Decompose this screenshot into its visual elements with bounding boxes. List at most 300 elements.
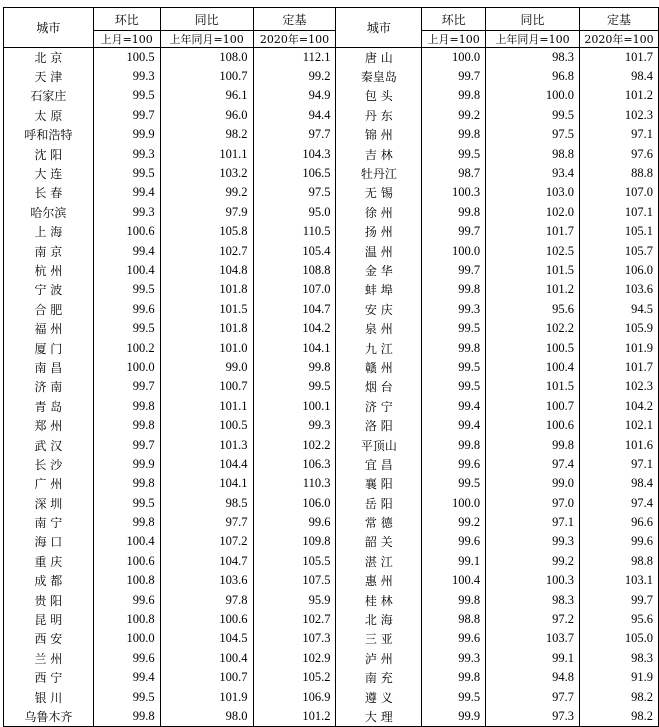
right-city-cell: 泸 州 [336,649,422,668]
right-mom-cell: 99.5 [422,474,486,493]
right-mom-cell: 100.0 [422,493,486,512]
right-yoy-cell: 97.7 [486,687,580,706]
fixed-base-right: 2020年=100 [580,31,659,48]
left-mom-cell: 99.5 [93,687,160,706]
left-city-cell: 乌鲁木齐 [4,707,94,726]
table-row [4,241,659,260]
right-fixed-cell: 97.1 [580,125,659,144]
right-fixed-cell: 98.4 [580,67,659,86]
left-city-cell: 兰 州 [4,649,94,668]
right-fixed-cell: 99.7 [580,590,659,609]
mom-header-right: 环比 [422,8,486,31]
right-mom-cell: 98.7 [422,164,486,183]
left-mom-cell: 99.6 [93,590,160,609]
left-yoy-cell: 101.8 [160,280,253,299]
right-fixed-cell: 107.1 [580,203,659,222]
left-city-cell: 天 津 [4,67,94,86]
right-fixed-cell: 91.9 [580,668,659,687]
left-mom-cell: 99.5 [93,319,160,338]
right-fixed-cell: 105.1 [580,222,659,241]
left-fixed-cell: 99.5 [253,377,336,396]
right-mom-cell: 99.7 [422,222,486,241]
left-yoy-cell: 102.7 [160,241,253,260]
right-mom-cell: 99.8 [422,668,486,687]
right-city-cell: 泉 州 [336,319,422,338]
left-city-cell: 福 州 [4,319,94,338]
left-mom-cell: 99.6 [93,300,160,319]
left-city-cell: 杭 州 [4,261,94,280]
right-fixed-cell: 105.7 [580,241,659,260]
left-city-cell: 北 京 [4,48,94,67]
left-city-cell: 济 南 [4,377,94,396]
table-row [4,144,659,163]
right-city-cell: 桂 林 [336,590,422,609]
left-yoy-cell: 98.0 [160,707,253,726]
right-fixed-cell: 101.9 [580,338,659,357]
table-row [4,397,659,416]
left-fixed-cell: 95.0 [253,203,336,222]
right-fixed-cell: 107.0 [580,183,659,202]
right-city-cell: 三 亚 [336,629,422,648]
header-row-base [4,31,659,48]
right-mom-cell: 99.9 [422,707,486,726]
table-row [4,358,659,377]
right-fixed-cell: 103.6 [580,280,659,299]
left-city-cell: 上 海 [4,222,94,241]
left-fixed-cell: 107.0 [253,280,336,299]
right-city-cell: 岳 阳 [336,493,422,512]
fixed-header-left: 定基 [253,8,336,31]
left-yoy-cell: 100.6 [160,610,253,629]
left-mom-cell: 100.0 [93,358,160,377]
table-row [4,280,659,299]
left-fixed-cell: 102.2 [253,435,336,454]
left-yoy-cell: 100.4 [160,649,253,668]
right-city-cell: 安 庆 [336,300,422,319]
right-yoy-cell: 96.8 [486,67,580,86]
right-mom-cell: 99.5 [422,319,486,338]
table-row [4,474,659,493]
left-mom-cell: 99.8 [93,416,160,435]
right-fixed-cell: 105.9 [580,319,659,338]
left-fixed-cell: 101.2 [253,707,336,726]
fixed-base-left: 2020年=100 [253,31,336,48]
right-fixed-cell: 102.3 [580,106,659,125]
left-mom-cell: 99.5 [93,164,160,183]
mom-base-right: 上月=100 [422,31,486,48]
left-mom-cell: 99.8 [93,513,160,532]
right-fixed-cell: 94.5 [580,300,659,319]
left-mom-cell: 100.0 [93,629,160,648]
left-yoy-cell: 101.5 [160,300,253,319]
right-yoy-cell: 100.0 [486,86,580,105]
left-fixed-cell: 100.1 [253,397,336,416]
right-yoy-cell: 97.2 [486,610,580,629]
left-city-cell: 太 原 [4,106,94,125]
right-city-cell: 锦 州 [336,125,422,144]
right-mom-cell: 99.5 [422,377,486,396]
city-header-right: 城市 [336,8,422,48]
table-row [4,261,659,280]
left-mom-cell: 100.5 [93,48,160,67]
table-row [4,48,659,67]
table-row [4,435,659,454]
left-mom-cell: 99.9 [93,455,160,474]
left-city-cell: 石家庄 [4,86,94,105]
left-mom-cell: 99.4 [93,183,160,202]
left-fixed-cell: 95.9 [253,590,336,609]
right-city-cell: 牡丹江 [336,164,422,183]
right-mom-cell: 98.8 [422,610,486,629]
right-city-cell: 唐 山 [336,48,422,67]
left-city-cell: 深 圳 [4,493,94,512]
left-city-cell: 南 京 [4,241,94,260]
right-fixed-cell: 97.6 [580,144,659,163]
right-yoy-cell: 98.3 [486,590,580,609]
right-city-cell: 遵 义 [336,687,422,706]
left-mom-cell: 100.4 [93,261,160,280]
right-city-cell: 金 华 [336,261,422,280]
left-mom-cell: 99.7 [93,435,160,454]
right-yoy-cell: 102.5 [486,241,580,260]
right-mom-cell: 100.3 [422,183,486,202]
right-city-cell: 惠 州 [336,571,422,590]
left-yoy-cell: 104.8 [160,261,253,280]
left-mom-cell: 99.3 [93,67,160,86]
right-yoy-cell: 93.4 [486,164,580,183]
right-city-cell: 济 宁 [336,397,422,416]
right-city-cell: 吉 林 [336,144,422,163]
left-fixed-cell: 97.5 [253,183,336,202]
right-city-cell: 烟 台 [336,377,422,396]
right-yoy-cell: 102.0 [486,203,580,222]
right-fixed-cell: 95.6 [580,610,659,629]
left-city-cell: 武 汉 [4,435,94,454]
right-city-cell: 温 州 [336,241,422,260]
left-city-cell: 长 沙 [4,455,94,474]
right-mom-cell: 99.4 [422,416,486,435]
right-yoy-cell: 99.8 [486,435,580,454]
right-yoy-cell: 101.7 [486,222,580,241]
left-mom-cell: 100.8 [93,571,160,590]
right-mom-cell: 99.6 [422,455,486,474]
right-fixed-cell: 96.6 [580,513,659,532]
right-yoy-cell: 100.5 [486,338,580,357]
left-fixed-cell: 97.7 [253,125,336,144]
left-fixed-cell: 108.8 [253,261,336,280]
table-row [4,455,659,474]
right-yoy-cell: 100.4 [486,358,580,377]
right-city-cell: 洛 阳 [336,416,422,435]
left-fixed-cell: 104.3 [253,144,336,163]
right-fixed-cell: 98.4 [580,474,659,493]
left-fixed-cell: 102.7 [253,610,336,629]
right-city-cell: 韶 关 [336,532,422,551]
left-mom-cell: 100.8 [93,610,160,629]
left-fixed-cell: 94.4 [253,106,336,125]
left-fixed-cell: 104.7 [253,300,336,319]
yoy-header-left: 同比 [160,8,253,31]
right-yoy-cell: 97.3 [486,707,580,726]
right-yoy-cell: 98.8 [486,144,580,163]
right-fixed-cell: 88.8 [580,164,659,183]
right-yoy-cell: 97.4 [486,455,580,474]
left-mom-cell: 99.6 [93,649,160,668]
right-mom-cell: 99.8 [422,280,486,299]
yoy-header-right: 同比 [486,8,580,31]
right-mom-cell: 99.1 [422,552,486,571]
right-fixed-cell: 99.6 [580,532,659,551]
left-city-cell: 南 昌 [4,358,94,377]
table-row [4,707,659,726]
right-yoy-cell: 100.6 [486,416,580,435]
left-city-cell: 南 宁 [4,513,94,532]
left-city-cell: 宁 波 [4,280,94,299]
right-fixed-cell: 97.4 [580,493,659,512]
right-city-cell: 扬 州 [336,222,422,241]
right-city-cell: 湛 江 [336,552,422,571]
left-yoy-cell: 100.7 [160,377,253,396]
right-city-cell: 宜 昌 [336,455,422,474]
left-city-cell: 沈 阳 [4,144,94,163]
right-fixed-cell: 104.2 [580,397,659,416]
left-mom-cell: 99.9 [93,125,160,144]
left-yoy-cell: 99.2 [160,183,253,202]
table-row [4,668,659,687]
left-fixed-cell: 102.9 [253,649,336,668]
table-row [4,86,659,105]
right-yoy-cell: 99.1 [486,649,580,668]
fixed-header-right: 定基 [580,8,659,31]
left-yoy-cell: 98.2 [160,125,253,144]
left-mom-cell: 99.7 [93,377,160,396]
right-mom-cell: 99.8 [422,435,486,454]
left-yoy-cell: 100.7 [160,668,253,687]
table-row [4,416,659,435]
right-city-cell: 襄 阳 [336,474,422,493]
right-mom-cell: 99.7 [422,67,486,86]
left-fixed-cell: 105.4 [253,241,336,260]
left-fixed-cell: 110.3 [253,474,336,493]
right-yoy-cell: 101.5 [486,261,580,280]
left-yoy-cell: 103.2 [160,164,253,183]
right-mom-cell: 99.8 [422,86,486,105]
price-index-table [3,7,659,727]
right-yoy-cell: 99.3 [486,532,580,551]
table-row [4,493,659,512]
left-city-cell: 青 岛 [4,397,94,416]
left-city-cell: 西 宁 [4,668,94,687]
left-city-cell: 重 庆 [4,552,94,571]
left-yoy-cell: 101.1 [160,144,253,163]
right-mom-cell: 99.2 [422,513,486,532]
right-yoy-cell: 100.7 [486,397,580,416]
table-row [4,513,659,532]
left-yoy-cell: 97.8 [160,590,253,609]
left-yoy-cell: 97.9 [160,203,253,222]
table-row [4,610,659,629]
right-mom-cell: 99.3 [422,300,486,319]
table-row [4,532,659,551]
table-row [4,125,659,144]
left-yoy-cell: 104.5 [160,629,253,648]
left-yoy-cell: 104.7 [160,552,253,571]
left-city-cell: 成 都 [4,571,94,590]
yoy-base-right: 上年同月=100 [486,31,580,48]
right-fixed-cell: 98.2 [580,707,659,726]
left-mom-cell: 99.8 [93,474,160,493]
left-mom-cell: 99.3 [93,144,160,163]
left-yoy-cell: 98.5 [160,493,253,512]
left-yoy-cell: 101.1 [160,397,253,416]
right-city-cell: 大 理 [336,707,422,726]
right-yoy-cell: 97.0 [486,493,580,512]
left-city-cell: 西 安 [4,629,94,648]
right-yoy-cell: 99.2 [486,552,580,571]
left-yoy-cell: 104.1 [160,474,253,493]
left-mom-cell: 99.4 [93,241,160,260]
right-fixed-cell: 98.2 [580,687,659,706]
left-mom-cell: 100.4 [93,532,160,551]
right-yoy-cell: 97.1 [486,513,580,532]
left-yoy-cell: 107.2 [160,532,253,551]
left-fixed-cell: 99.3 [253,416,336,435]
table-row [4,164,659,183]
table-row [4,687,659,706]
header-row-main [4,8,659,31]
left-mom-cell: 99.3 [93,203,160,222]
left-fixed-cell: 110.5 [253,222,336,241]
table-row [4,300,659,319]
left-city-cell: 郑 州 [4,416,94,435]
table-row [4,377,659,396]
left-city-cell: 银 川 [4,687,94,706]
right-yoy-cell: 101.2 [486,280,580,299]
table-row [4,319,659,338]
table-row [4,338,659,357]
right-mom-cell: 99.5 [422,144,486,163]
right-city-cell: 包 头 [336,86,422,105]
left-fixed-cell: 106.3 [253,455,336,474]
left-yoy-cell: 99.0 [160,358,253,377]
table-row [4,590,659,609]
left-city-cell: 长 春 [4,183,94,202]
left-fixed-cell: 109.8 [253,532,336,551]
left-yoy-cell: 103.6 [160,571,253,590]
right-fixed-cell: 102.1 [580,416,659,435]
table-row [4,629,659,648]
right-yoy-cell: 94.8 [486,668,580,687]
table-row [4,571,659,590]
right-city-cell: 赣 州 [336,358,422,377]
left-mom-cell: 99.7 [93,106,160,125]
city-header-left: 城市 [4,8,94,48]
right-fixed-cell: 101.7 [580,358,659,377]
left-yoy-cell: 105.8 [160,222,253,241]
left-fixed-cell: 99.6 [253,513,336,532]
right-mom-cell: 99.4 [422,397,486,416]
left-city-cell: 哈尔滨 [4,203,94,222]
left-city-cell: 呼和浩特 [4,125,94,144]
right-mom-cell: 99.3 [422,649,486,668]
left-yoy-cell: 108.0 [160,48,253,67]
left-fixed-cell: 104.1 [253,338,336,357]
left-mom-cell: 99.5 [93,86,160,105]
right-city-cell: 无 锡 [336,183,422,202]
left-fixed-cell: 105.2 [253,668,336,687]
left-fixed-cell: 107.5 [253,571,336,590]
right-mom-cell: 99.8 [422,590,486,609]
right-fixed-cell: 101.6 [580,435,659,454]
table-row [4,183,659,202]
left-yoy-cell: 96.0 [160,106,253,125]
left-city-cell: 海 口 [4,532,94,551]
left-yoy-cell: 97.7 [160,513,253,532]
table-row [4,67,659,86]
left-city-cell: 昆 明 [4,610,94,629]
right-mom-cell: 99.8 [422,338,486,357]
right-mom-cell: 99.6 [422,629,486,648]
left-mom-cell: 100.6 [93,552,160,571]
left-fixed-cell: 105.5 [253,552,336,571]
table-row [4,203,659,222]
table-row [4,552,659,571]
mom-base-left: 上月=100 [93,31,160,48]
right-mom-cell: 99.7 [422,261,486,280]
left-yoy-cell: 100.5 [160,416,253,435]
table-row [4,222,659,241]
right-fixed-cell: 97.1 [580,455,659,474]
left-mom-cell: 99.4 [93,668,160,687]
left-fixed-cell: 104.2 [253,319,336,338]
left-fixed-cell: 99.8 [253,358,336,377]
right-city-cell: 北 海 [336,610,422,629]
left-city-cell: 大 连 [4,164,94,183]
left-mom-cell: 100.2 [93,338,160,357]
right-fixed-cell: 102.3 [580,377,659,396]
mom-header-left: 环比 [93,8,160,31]
left-fixed-cell: 94.9 [253,86,336,105]
right-fixed-cell: 98.8 [580,552,659,571]
right-yoy-cell: 100.3 [486,571,580,590]
left-yoy-cell: 101.8 [160,319,253,338]
right-mom-cell: 100.4 [422,571,486,590]
table-row [4,649,659,668]
left-city-cell: 合 肥 [4,300,94,319]
left-city-cell: 厦 门 [4,338,94,357]
left-yoy-cell: 104.4 [160,455,253,474]
right-yoy-cell: 99.5 [486,106,580,125]
left-city-cell: 贵 阳 [4,590,94,609]
right-city-cell: 徐 州 [336,203,422,222]
left-mom-cell: 99.8 [93,707,160,726]
right-city-cell: 九 江 [336,338,422,357]
left-fixed-cell: 106.0 [253,493,336,512]
right-mom-cell: 99.2 [422,106,486,125]
right-city-cell: 丹 东 [336,106,422,125]
right-fixed-cell: 101.7 [580,48,659,67]
right-city-cell: 秦皇岛 [336,67,422,86]
left-yoy-cell: 96.1 [160,86,253,105]
right-fixed-cell: 106.0 [580,261,659,280]
right-yoy-cell: 103.0 [486,183,580,202]
right-fixed-cell: 105.0 [580,629,659,648]
right-fixed-cell: 98.3 [580,649,659,668]
left-mom-cell: 99.8 [93,397,160,416]
right-mom-cell: 99.5 [422,358,486,377]
left-yoy-cell: 100.7 [160,67,253,86]
right-yoy-cell: 95.6 [486,300,580,319]
